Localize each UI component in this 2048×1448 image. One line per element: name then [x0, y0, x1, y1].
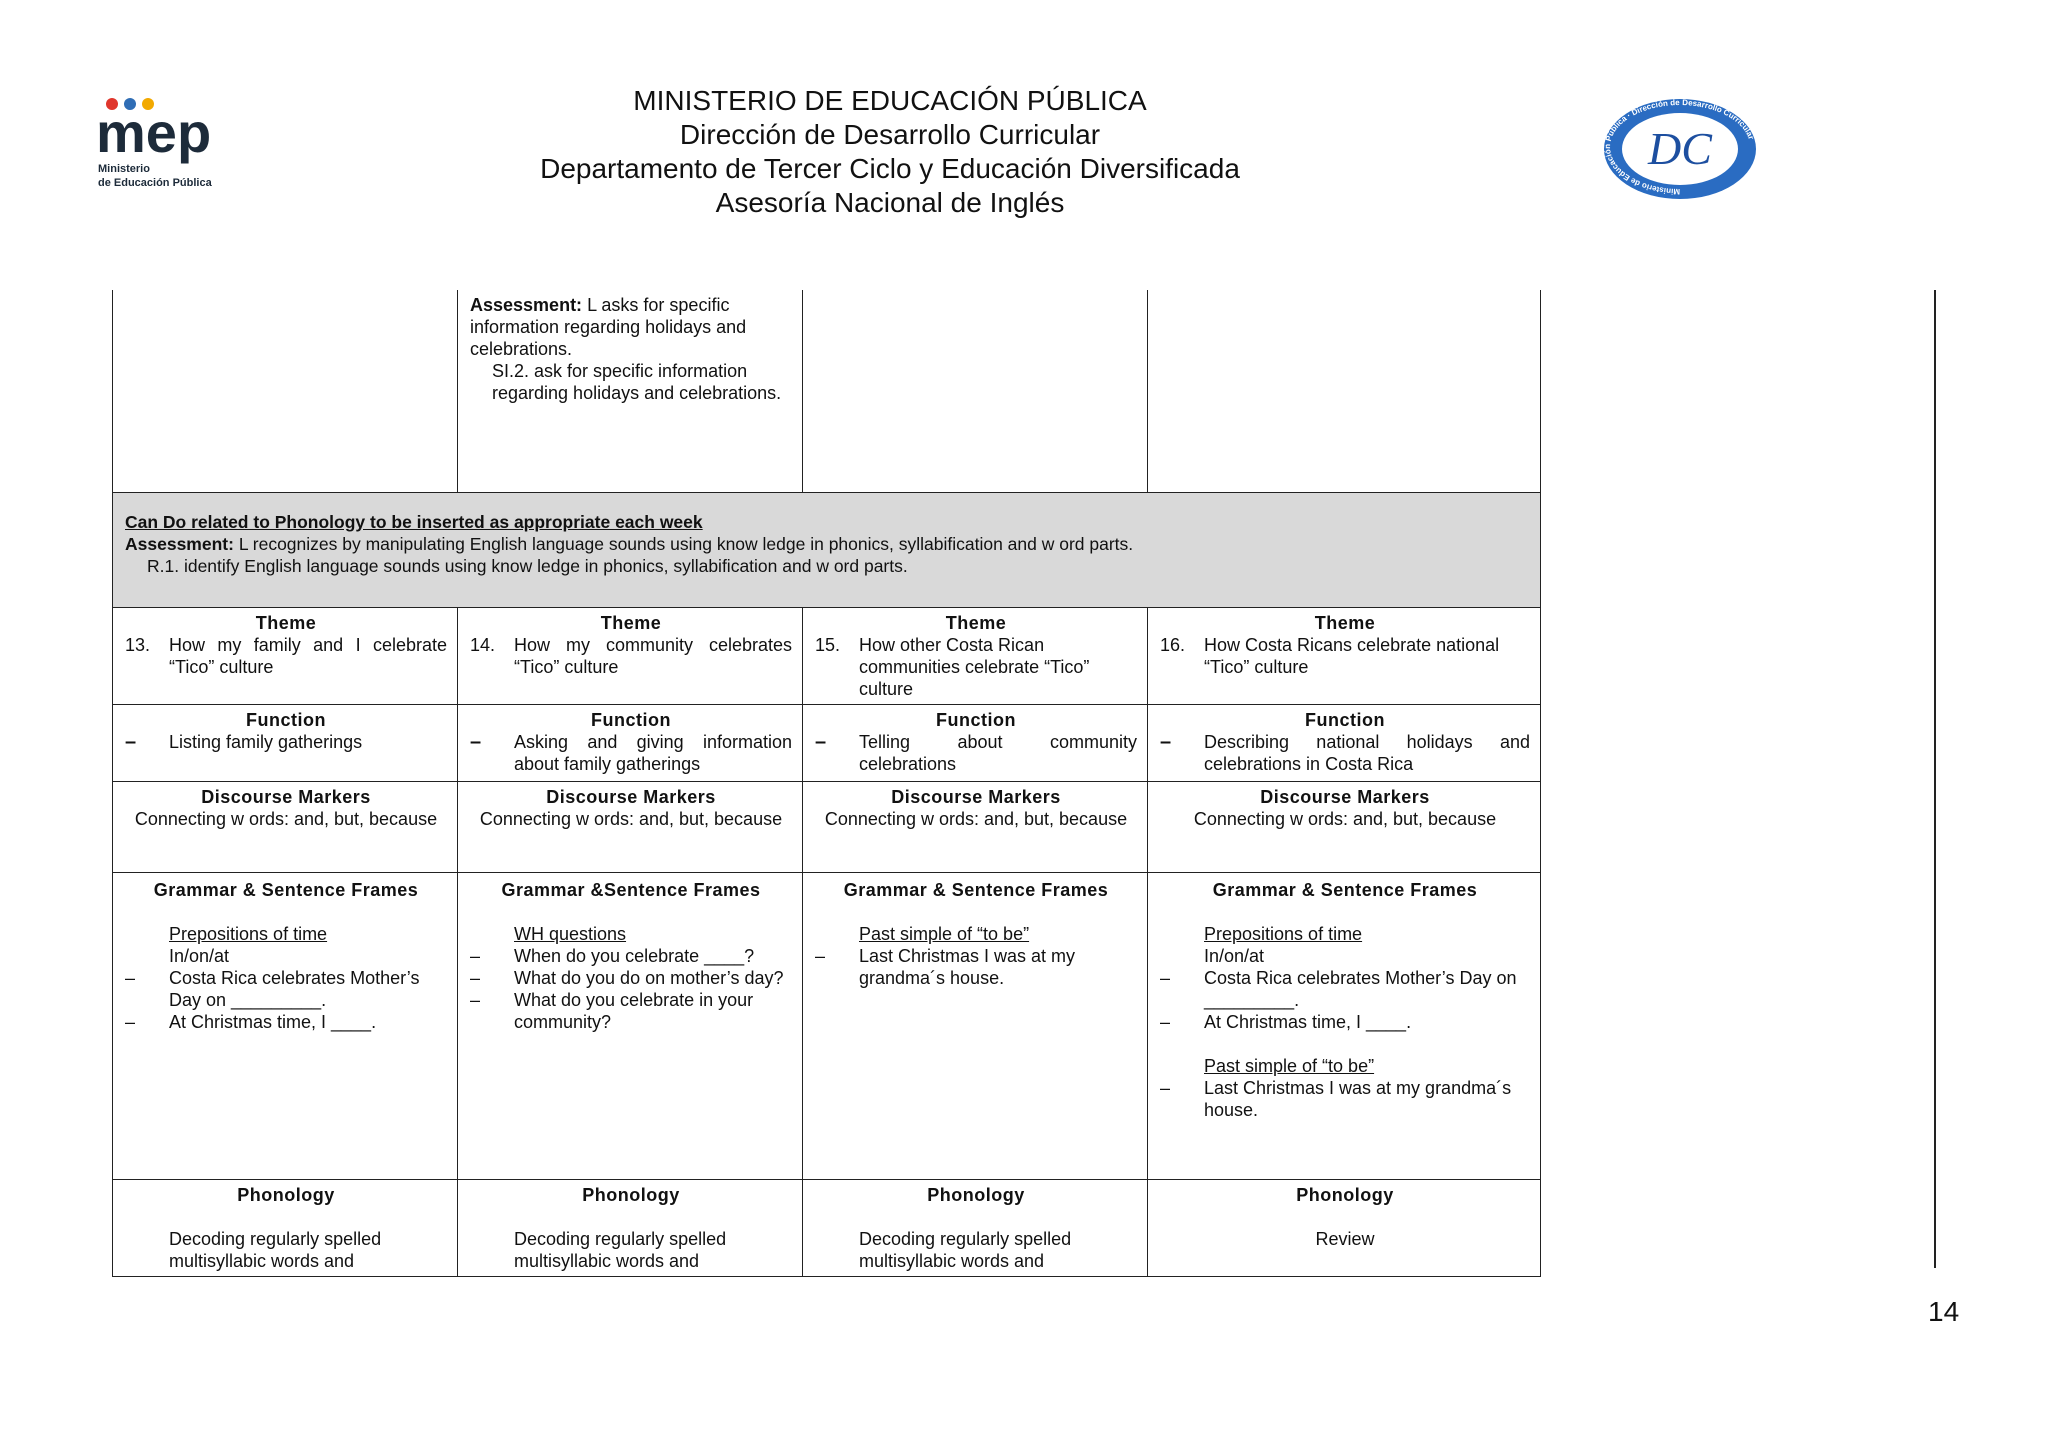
- theme-number: 13.: [125, 634, 151, 655]
- grammar-label: Grammar & Sentence Frames: [1212, 879, 1478, 900]
- grammar-cell-4: Grammar & Sentence Frames Prepositions of time In/on/at – Costa Rica celebrates Mother’s Day on _________. – At Christmas time, I ____. Past simple of “to be” – Last Christmas I was at my grandma´s house.: [1148, 872, 1541, 1179]
- mep-logo-text: mep: [96, 101, 212, 164]
- grammar-label: Grammar & Sentence Frames: [843, 879, 1109, 900]
- dash-bullet: –: [470, 730, 482, 753]
- grammar-heading: Prepositions of time: [1204, 923, 1363, 944]
- theme-number: 14.: [470, 634, 496, 655]
- dash-bullet: –: [1160, 730, 1172, 753]
- grammar-row: [113, 872, 1541, 1179]
- theme-number: 15.: [815, 634, 841, 655]
- grammar-cell-2: Grammar &Sentence Frames WH questions – When do you celebrate ____? – What do you do on mother’s day? – What do you celebrate in your community?: [458, 872, 803, 1179]
- discourse-text: Connecting w ords: and, but, because: [479, 808, 783, 829]
- grammar-label: Grammar &Sentence Frames: [501, 879, 761, 900]
- grammar-heading: Past simple of “to be”: [859, 923, 1030, 944]
- phonology-label: Phonology: [582, 1184, 680, 1205]
- function-cell-2: [458, 704, 803, 781]
- header-direction: Dirección de Desarrollo Curricular: [679, 119, 1101, 150]
- grammar-item: At Christmas time, I ____.: [169, 1011, 377, 1032]
- discourse-text: Connecting w ords: and, but, because: [824, 808, 1128, 829]
- assessment-row: [113, 290, 1541, 492]
- dc-seal-ring-text: Ministerio de Educación Pública · Dirección de Desarrollo Curricular: [1603, 97, 1756, 197]
- grammar-subheading: In/on/at: [169, 945, 230, 966]
- phonology-text: Review: [1315, 1228, 1375, 1249]
- theme-text: How other Costa Rican communities celebrate “Tico” culture: [859, 634, 1090, 699]
- assessment-cell-2: [458, 290, 803, 492]
- function-text: Asking and giving information about family gatherings: [514, 731, 792, 774]
- theme-label: Theme: [600, 612, 662, 633]
- phonology-banner-sub-item: R.1. identify English language sounds using know ledge in phonics, syllabification and w ord parts.: [147, 555, 908, 576]
- dc-seal-letters: DC: [1648, 123, 1712, 174]
- phonology-banner: [113, 492, 1541, 607]
- discourse-cell-2: [458, 781, 803, 872]
- function-text: Listing family gatherings: [169, 731, 363, 752]
- assessment-cell-4: [1148, 290, 1541, 492]
- assessment-cell-1: [113, 290, 458, 492]
- theme-cell-4: [1148, 607, 1541, 704]
- mep-logo: [96, 96, 232, 192]
- function-label: Function: [591, 709, 671, 730]
- discourse-text: Connecting w ords: and, but, because: [1193, 808, 1497, 829]
- theme-number: 16.: [1160, 634, 1186, 655]
- function-cell-4: [1148, 704, 1541, 781]
- grammar-heading: WH questions: [514, 923, 627, 944]
- phonology-banner-assessment-label: Assessment:: [125, 533, 234, 554]
- dc-seal-logo: [1600, 96, 1760, 202]
- header-department: Departamento de Tercer Ciclo y Educación Diversificada: [540, 153, 1240, 184]
- phonology-banner-row: [113, 492, 1541, 607]
- theme-cell-3: [803, 607, 1148, 704]
- mep-logo-sub2: de Educación Pública: [98, 177, 212, 189]
- assessment-text: L asks for specific information regarding holidays and celebrations.: [470, 295, 747, 359]
- lesson-plan-table: [112, 290, 1541, 1277]
- theme-text: How Costa Ricans celebrate national “Tico” culture: [1204, 634, 1500, 677]
- grammar-item: Last Christmas I was at my grandma´s house.: [1204, 1077, 1512, 1120]
- assessment-label: Assessment:: [470, 295, 583, 315]
- grammar-item: What do you do on mother’s day?: [514, 967, 784, 988]
- function-row: [113, 704, 1541, 781]
- phonology-banner-title: Can Do related to Phonology to be inserted as appropriate each week: [125, 511, 703, 532]
- grammar-cell-3: Grammar & Sentence Frames Past simple of “to be” – Last Christmas I was at my grandma´s house.: [803, 872, 1148, 1179]
- phonology-cell-3: [803, 1179, 1148, 1276]
- grammar-item: When do you celebrate ____?: [514, 945, 755, 966]
- assessment-sub-item: SI.2. ask for specific information regarding holidays and celebrations.: [492, 361, 782, 403]
- phonology-cell-4: [1148, 1179, 1541, 1276]
- discourse-label: Discourse Markers: [546, 786, 716, 807]
- phonology-banner-assessment-text: L recognizes by manipulating English language sounds using know ledge in phonics, syllabification and w ord parts.: [233, 533, 1134, 554]
- discourse-cell-4: [1148, 781, 1541, 872]
- grammar-item: At Christmas time, I ____.: [1204, 1011, 1412, 1032]
- grammar-label: Grammar & Sentence Frames: [153, 879, 419, 900]
- dash-bullet: –: [815, 730, 827, 753]
- assessment-cell-3: [803, 290, 1148, 492]
- phonology-label: Phonology: [237, 1184, 335, 1205]
- discourse-label: Discourse Markers: [201, 786, 371, 807]
- header-ministry: MINISTERIO DE EDUCACIÓN PÚBLICA: [633, 85, 1147, 116]
- grammar-item: Costa Rica celebrates Mother’s Day on _________.: [169, 967, 420, 1010]
- theme-cell-2: [458, 607, 803, 704]
- function-cell-3: [803, 704, 1148, 781]
- dash-bullet: –: [125, 730, 137, 753]
- theme-label: Theme: [255, 612, 317, 633]
- discourse-text: Connecting w ords: and, but, because: [134, 808, 438, 829]
- grammar-cell-1: Grammar & Sentence Frames Prepositions of time In/on/at – Costa Rica celebrates Mother’s Day on _________. – At Christmas time, I ____.: [113, 872, 458, 1179]
- header-advisory: Asesoría Nacional de Inglés: [715, 187, 1065, 218]
- grammar-heading-2: Past simple of “to be”: [1204, 1055, 1375, 1076]
- grammar-subheading: In/on/at: [1204, 945, 1265, 966]
- discourse-label: Discourse Markers: [891, 786, 1061, 807]
- phonology-text: Decoding regularly spelled multisyllabic words and: [514, 1228, 727, 1271]
- phonology-cell-1: [113, 1179, 458, 1276]
- function-text: Telling about community celebrations: [859, 731, 1137, 774]
- phonology-text: Decoding regularly spelled multisyllabic words and: [169, 1228, 382, 1271]
- phonology-cell-2: [458, 1179, 803, 1276]
- function-label: Function: [936, 709, 1016, 730]
- page-margin-rule: [1934, 290, 1936, 1268]
- grammar-item: What do you celebrate in your community?: [514, 989, 754, 1032]
- theme-label: Theme: [1314, 612, 1376, 633]
- grammar-heading: Prepositions of time: [169, 923, 328, 944]
- grammar-item: Costa Rica celebrates Mother’s Day on _________.: [1204, 967, 1517, 1010]
- function-cell-1: [113, 704, 458, 781]
- phonology-label: Phonology: [1296, 1184, 1394, 1205]
- function-label: Function: [1305, 709, 1385, 730]
- document-header: [480, 84, 1300, 220]
- theme-row: [113, 607, 1541, 704]
- theme-text: How my community celebrates “Tico” culture: [514, 634, 792, 677]
- theme-cell-1: [113, 607, 458, 704]
- discourse-cell-1: [113, 781, 458, 872]
- discourse-row: [113, 781, 1541, 872]
- discourse-cell-3: [803, 781, 1148, 872]
- grammar-item: Last Christmas I was at my grandma´s house.: [859, 945, 1076, 988]
- function-label: Function: [246, 709, 326, 730]
- mep-logo-sub1: Ministerio: [98, 163, 150, 175]
- phonology-label: Phonology: [927, 1184, 1025, 1205]
- phonology-row: [113, 1179, 1541, 1276]
- phonology-text: Decoding regularly spelled multisyllabic words and: [859, 1228, 1072, 1271]
- theme-text: How my family and I celebrate “Tico” culture: [169, 634, 447, 677]
- function-text: Describing national holidays and celebrations in Costa Rica: [1204, 731, 1530, 774]
- discourse-label: Discourse Markers: [1260, 786, 1430, 807]
- page-number: 14: [1928, 1296, 1960, 1327]
- theme-label: Theme: [945, 612, 1007, 633]
